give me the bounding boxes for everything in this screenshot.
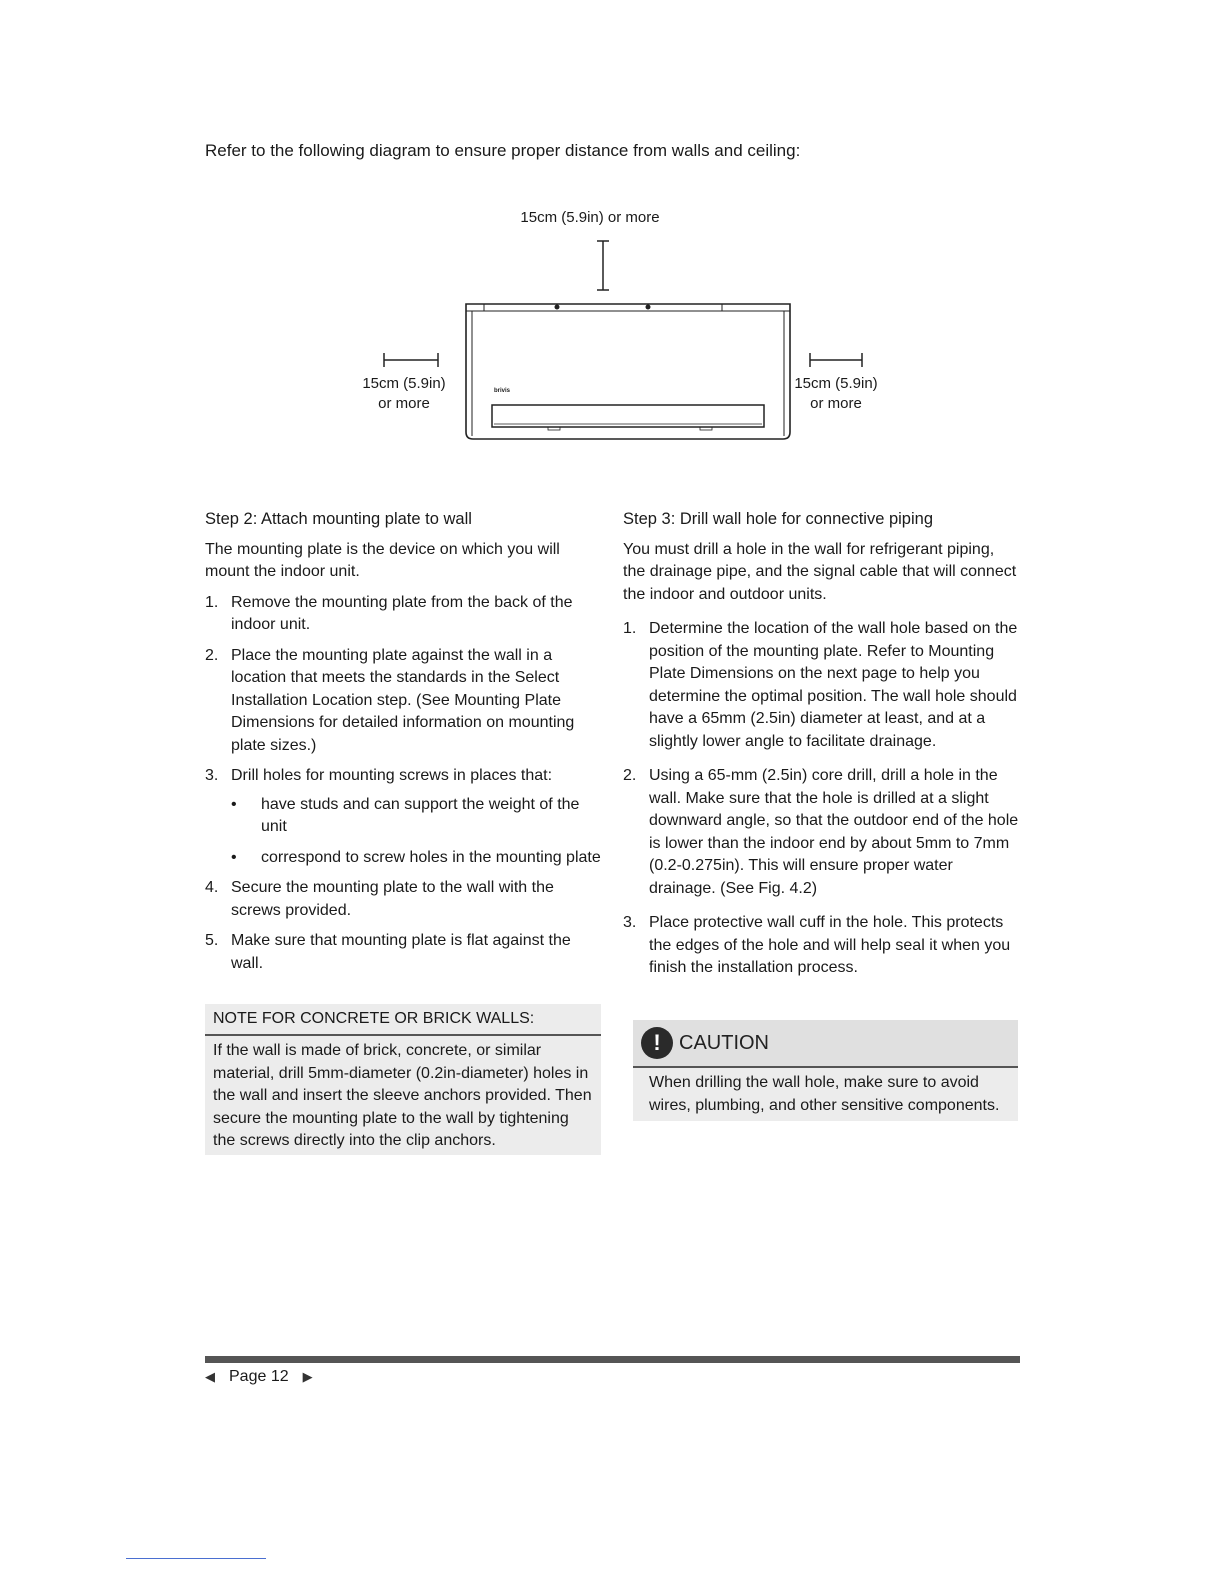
left-clearance-line1: 15cm (5.9in) xyxy=(362,375,446,392)
next-page-arrow-icon[interactable]: ▶ xyxy=(302,1369,313,1384)
step2-list xyxy=(205,592,603,976)
item-text: Drill holes for mounting screws in places that: xyxy=(231,767,553,784)
item-text: Remove the mounting plate from the back of the indoor unit. xyxy=(231,593,573,633)
bottom-link-underline xyxy=(126,1558,266,1559)
note-body: If the wall is made of brick, concrete, or similar material, drill 5mm-diameter (0.2in-diameter) holes in the wall and insert the sleeve anchors provided. Then secure the mounting plate to the wall by tightening the screws directly into the clip anchors. xyxy=(213,1042,592,1149)
bullet-list xyxy=(231,794,603,870)
intro-text: Refer to the following diagram to ensure proper distance from walls and ceiling: xyxy=(205,141,801,160)
footer-divider xyxy=(205,1356,1020,1363)
indoor-unit-drawing xyxy=(0,0,1224,460)
item-text: Secure the mounting plate to the wall with the screws provided. xyxy=(231,879,554,919)
concrete-wall-note xyxy=(205,1004,601,1155)
item-number: 1. xyxy=(205,593,219,611)
caution-header xyxy=(633,1020,1018,1068)
item-text: Using a 65-mm (2.5in) core drill, drill a hole in the wall. Make sure that the hole is drilled at a slight downward angle, so that the outdoor end of the hole is lower than the indoor end by about 5mm to 7mm (0.2-0.275in). This will ensure proper water drainage. (See Fig. 4.2) xyxy=(649,767,1019,897)
step2-intro: The mounting plate is the device on which you will mount the indoor unit. xyxy=(205,540,560,580)
item-text: Make sure that mounting plate is flat against the wall. xyxy=(231,932,571,972)
caution-body: When drilling the wall hole, make sure to avoid wires, plumbing, and other sensitive components. xyxy=(649,1074,1000,1114)
item-number: 2. xyxy=(205,646,219,664)
right-clearance-line1: 15cm (5.9in) xyxy=(794,375,878,392)
left-clearance-line2: or more xyxy=(378,395,430,412)
item-number: 2. xyxy=(623,767,637,784)
step2-title: Step 2: Attach mounting plate to wall xyxy=(205,510,472,528)
list-item xyxy=(623,912,1019,980)
left-clearance-label xyxy=(344,374,464,414)
step3-title: Step 3: Drill wall hole for connective piping xyxy=(623,510,933,528)
step3-list xyxy=(623,618,1019,980)
note-title: NOTE FOR CONCRETE OR BRICK WALLS: xyxy=(205,1004,601,1036)
exclamation-icon: ! xyxy=(641,1027,673,1059)
right-clearance-line2: or more xyxy=(810,395,862,412)
step3-intro: You must drill a hole in the wall for refrigerant piping, the drainage pipe, and the signal cable that will connect the indoor and outdoor units. xyxy=(623,540,1017,603)
bullet-item: • have studs and can support the weight of the unit xyxy=(231,794,603,839)
bullet-item: • correspond to screw holes in the mounting plate xyxy=(231,847,603,870)
list-item xyxy=(623,765,1019,900)
caution-title: CAUTION xyxy=(679,1031,769,1054)
step3-section xyxy=(623,508,1019,988)
item-text: Determine the location of the wall hole based on the position of the mounting plate. Refer to Mounting Plate Dimensions on the next page to help you determine the optimal position. The wall hole should have a 65mm (2.5in) diameter at least, and at a slightly lower angle to facilitate drainage. xyxy=(649,620,1018,750)
list-item xyxy=(205,930,603,975)
step2-section xyxy=(205,508,603,983)
list-item xyxy=(623,618,1019,753)
item-text: Place the mounting plate against the wall in a location that meets the standards in the Select Installation Location step. (See Mounting Plate Dimensions for detailed information on mounting plate sizes.) xyxy=(231,646,575,754)
page-number: Page 12 xyxy=(229,1368,289,1385)
list-item xyxy=(205,765,603,869)
caution-box xyxy=(633,1020,1018,1121)
brand-logo-text: brivis xyxy=(494,388,511,394)
right-clearance-label xyxy=(776,374,896,414)
clearance-diagram xyxy=(0,0,1224,460)
item-number: 4. xyxy=(205,879,219,896)
item-number: 5. xyxy=(205,932,219,949)
list-item xyxy=(205,645,603,758)
previous-page-arrow-icon[interactable]: ◀ xyxy=(205,1369,215,1384)
top-clearance-label: 15cm (5.9in) or more xyxy=(520,209,660,226)
item-number: 1. xyxy=(623,620,637,637)
item-number: 3. xyxy=(623,914,637,931)
page-navigation xyxy=(205,1368,313,1386)
list-item xyxy=(205,592,603,637)
list-item xyxy=(205,877,603,922)
item-text: Place protective wall cuff in the hole. This protects the edges of the hole and will help seal it when you finish the installation process. xyxy=(649,914,1011,976)
item-number: 3. xyxy=(205,767,219,784)
